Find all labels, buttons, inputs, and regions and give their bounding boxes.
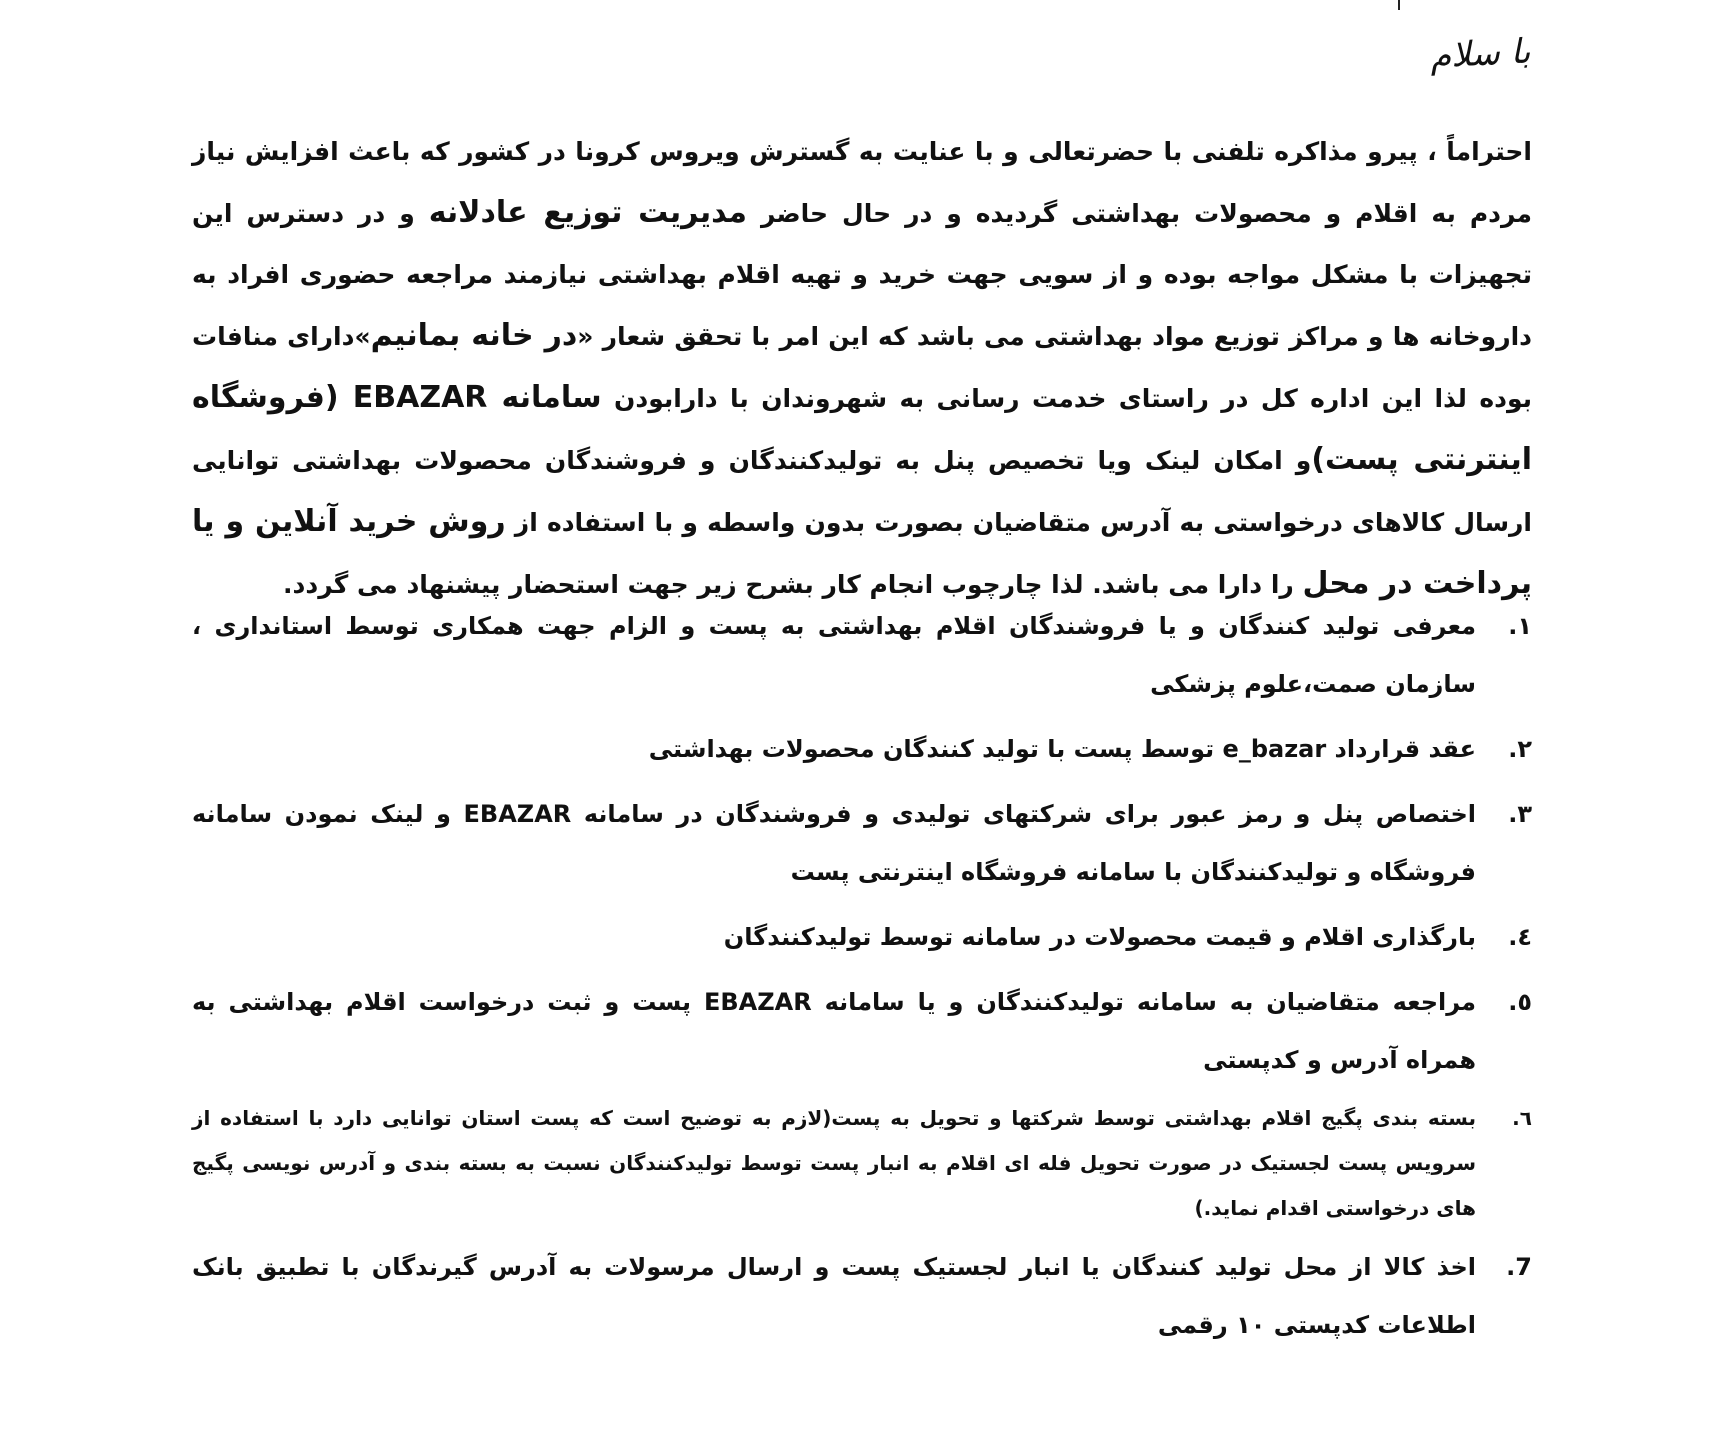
- body-emphasis: در خانه بمانیم: [370, 318, 578, 353]
- item-text: مراجعه متقاضیان به سامانه تولیدکنندگان و یا سامانه EBAZAR پست و ثبت درخواست اقلام بهداشتی به همراه آدرس و کدپستی: [192, 988, 1477, 1074]
- body-emphasis: روش خرید آنلاین و یا پرداخت در محل: [192, 504, 1532, 601]
- body-segment: را دارا می باشد. لذا چارچوب انجام کار بشرح زیر جهت استحضار پیشنهاد می گردد.: [283, 570, 1303, 599]
- item-text: عقد قرارداد e_bazar توسط پست با تولید کنندگان محصولات بهداشتی: [648, 735, 1476, 763]
- list-item: [192, 1238, 1532, 1354]
- item-number: ٥.: [1508, 988, 1532, 1016]
- steps-list: [192, 597, 1532, 1361]
- list-item: [192, 720, 1532, 778]
- body-segment: احتراماً ، پیرو مذاکره تلفنی با حضرتعالی و با عنایت به گسترش ویروس کرونا در کشور که باعث افزایش نیاز مردم به اقلام و محصولات بهداشتی گردیده و در حال حاضر: [192, 137, 1532, 228]
- body-emphasis: سامانه EBAZAR (فروشگاه اینترنتی پست): [192, 380, 1532, 477]
- item-number: ٤.: [1508, 923, 1532, 951]
- list-item: [192, 785, 1532, 901]
- body-segment: »دارای منافات بوده لذا این اداره کل در راستای خدمت رسانی به شهروندان با دارابودن: [192, 322, 1532, 413]
- item-text: اختصاص پنل و رمز عبور برای شرکتهای تولیدی و فروشندگان در سامانه EBAZAR و لینک نمودن سامانه فروشگاه و تولیدکنندگان با سامانه فروشگاه اینترنتی پست: [192, 800, 1476, 886]
- item-text: معرفی تولید کنندگان و یا فروشندگان اقلام بهداشتی به پست و الزام جهت همکاری توسط استانداری ، سازمان صمت،علوم پزشکی: [192, 612, 1476, 698]
- item-text: اخذ کالا از محل تولید کنندگان یا انبار لجستیک پست و ارسال مرسولات به آدرس گیرندگان با تطبیق بانک اطلاعات کدپستی ۱۰ رقمی: [192, 1253, 1476, 1339]
- item-number: ۲.: [1508, 735, 1532, 763]
- list-item: [192, 973, 1532, 1089]
- item-number: 7.: [1506, 1253, 1532, 1281]
- salutation: با سلام: [1428, 31, 1531, 77]
- body-segment: و در دسترس این تجهیزات با مشکل مواجه بوده و از سویی جهت خرید و تهیه اقلام بهداشتی نیازمند مراجعه حضوری افراد به داروخانه ها و مراکز توزیع مواد بهداشتی می باشد که این امر با تحقق شعار «: [192, 199, 1532, 351]
- body-emphasis: مدیریت توزیع عادلانه: [428, 195, 747, 230]
- item-number: ۱.: [1508, 612, 1532, 640]
- list-item: [192, 1096, 1532, 1231]
- item-number: ٦.: [1512, 1106, 1532, 1130]
- item-text: بارگذاری اقلام و قیمت محصولات در سامانه توسط تولیدکنندگان: [723, 923, 1476, 951]
- scan-mark: [1398, 0, 1400, 10]
- list-item: [192, 597, 1532, 713]
- list-item: [192, 908, 1532, 966]
- item-number: ۳.: [1508, 800, 1532, 828]
- item-text: بسته بندی پگیج اقلام بهداشتی توسط شرکتها و تحویل به پست(لازم به توضیح است که پست استان توانایی دارد با استفاده از سرویس پست لجستیک در صورت تحویل فله ای اقلام به انبار پست توسط تولیدکنندگان نسبت به بسته بندی و آدرس نویسی پگیج های درخواستی اقدام نماید.): [192, 1106, 1476, 1220]
- body-paragraph: [192, 121, 1532, 615]
- body-segment: و امکان لینک ویا تخصیص پنل به تولیدکنندگان و فروشندگان محصولات بهداشتی توانایی ارسال کالاهای درخواستی به آدرس متقاضیان بصورت بدون واسطه و با استفاده از: [192, 446, 1532, 537]
